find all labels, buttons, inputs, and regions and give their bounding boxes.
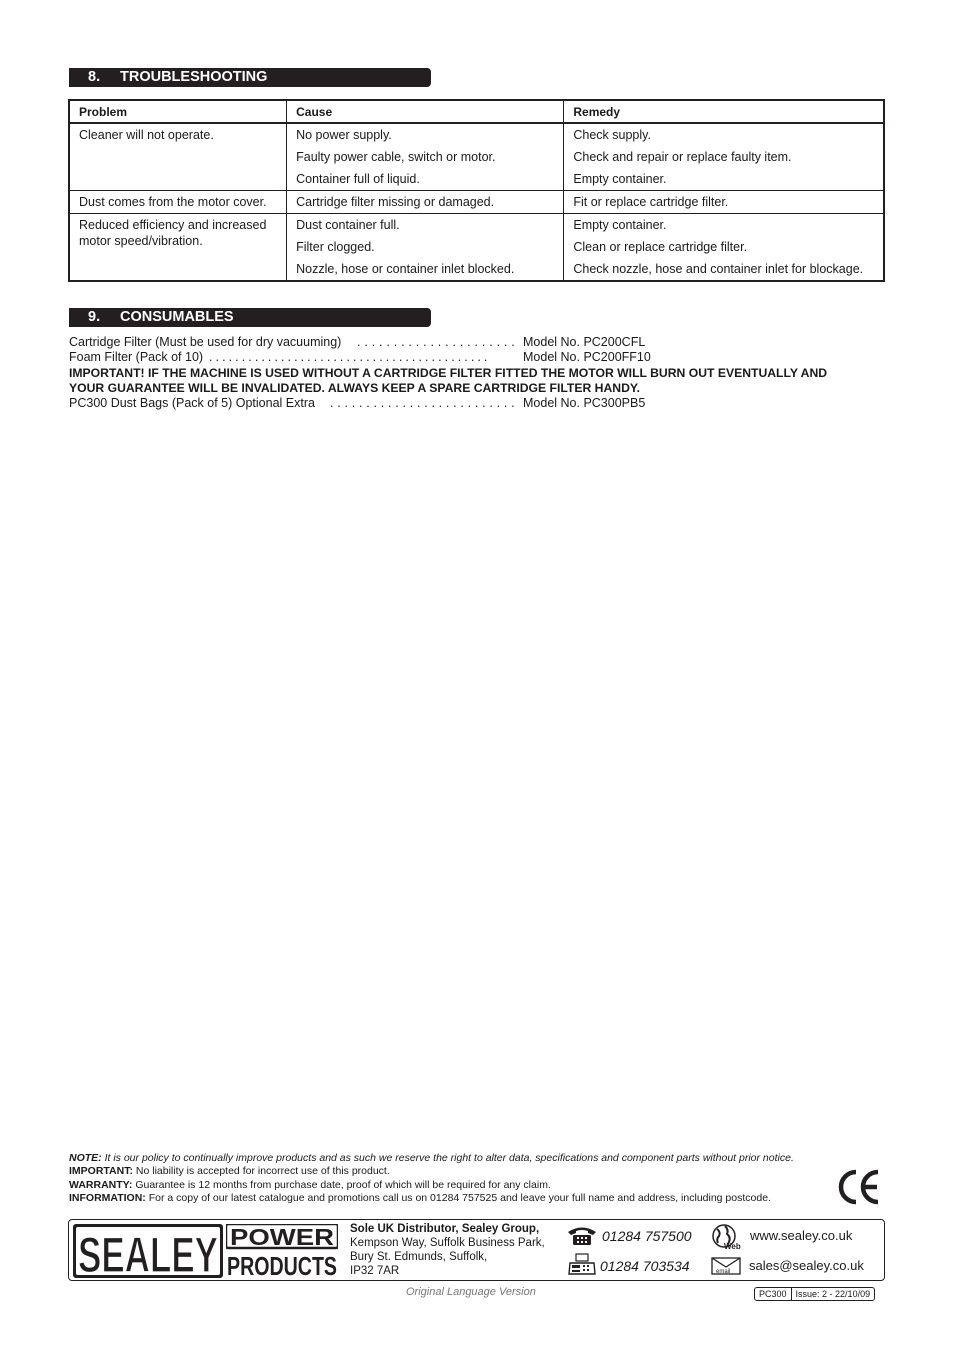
table-header-row [69, 100, 884, 123]
section-number: 8. [88, 69, 101, 85]
fax-icon [568, 1253, 596, 1275]
issue-badge [754, 1287, 875, 1301]
problem-cell: Dust comes from the motor cover. [69, 191, 287, 214]
consumable-model: Model No. PC200CFL [523, 335, 646, 349]
header-cause: Cause [287, 100, 564, 123]
cause-cell: No power supply. Faulty power cable, switch or motor. Container full of liquid. [287, 123, 564, 191]
section-number: 9. [88, 309, 101, 325]
table-row [69, 214, 884, 282]
consumable-line [69, 350, 203, 364]
section-title: TROUBLESHOOTING [120, 69, 268, 85]
distributor-address [350, 1222, 545, 1278]
email-link[interactable]: sales@sealey.co.uk [749, 1258, 864, 1273]
power-products-logo-icon [226, 1224, 338, 1278]
web-badge-text: Web [724, 1242, 741, 1251]
remedy-cell: Check supply. Check and repair or replace faulty item. Empty container. [564, 123, 884, 191]
issue-date: Issue: 2 - 22/10/09 [791, 1288, 875, 1300]
important-line: IMPORTANT: No liability is accepted for incorrect use of this product. [69, 1165, 390, 1178]
consumable-label: Foam Filter (Pack of 10) [69, 350, 204, 364]
logo-power-text: POWER [230, 1224, 335, 1250]
email-envelope-icon [711, 1257, 741, 1275]
email-badge-text: email [716, 1269, 731, 1275]
consumable-label: Cartridge Filter (Must be used for dry vacuuming) [69, 335, 342, 349]
distributor-name: Sole UK Distributor, Sealey Group, [350, 1223, 540, 1235]
fax-number[interactable]: 01284 703534 [600, 1258, 690, 1274]
important-warning-line-2: YOUR GUARANTEE WILL BE INVALIDATED. ALWAYS KEEP A SPARE CARTRIDGE FILTER HANDY. [69, 381, 641, 395]
note-line: NOTE: It is our policy to continually improve products and as such we reserve the right to alter data, specifications and component parts without prior notice. [69, 1152, 794, 1164]
address-line: IP32 7AR [350, 1265, 400, 1277]
sealey-logo-icon [73, 1224, 223, 1278]
header-remedy: Remedy [564, 100, 884, 123]
leader-dots: . . . . . . . . . . . . . . . . . . . . . . . . . . . . . . . . . . . . . . . . . . . [209, 350, 488, 364]
consumable-line [69, 335, 341, 349]
cause-cell: Dust container full. Filter clogged. Nozzle, hose or container inlet blocked. [287, 214, 564, 282]
consumable-line [69, 396, 315, 410]
globe-web-icon [710, 1223, 746, 1251]
header-problem: Problem [69, 100, 287, 123]
remedy-cell: Empty container. Clean or replace cartridge filter. Check nozzle, hose and container inlet for blockage. [564, 214, 884, 282]
remedy-cell: Fit or replace cartridge filter. [564, 191, 884, 214]
section-title: CONSUMABLES [120, 309, 234, 325]
cause-cell: Cartridge filter missing or damaged. [287, 191, 564, 214]
leader-dots: . . . . . . . . . . . . . . . . . . . . . . [357, 335, 515, 349]
address-line: Bury St. Edmunds, Suffolk, [350, 1251, 488, 1263]
address-line: Kempson Way, Suffolk Business Park, [350, 1237, 545, 1249]
table-row [69, 123, 884, 191]
consumable-model: Model No. PC200FF10 [523, 350, 651, 364]
ce-mark-icon [836, 1168, 882, 1206]
problem-cell: Cleaner will not operate. [69, 123, 287, 191]
model-code: PC300 [759, 1289, 787, 1299]
original-language-note: Original Language Version [406, 1286, 536, 1298]
table-row [69, 191, 884, 214]
information-line: INFORMATION: For a copy of our latest catalogue and promotions call us on 01284 757525 and leave your full name and address, including postcode. [69, 1192, 771, 1205]
website-link[interactable]: www.sealey.co.uk [750, 1228, 853, 1243]
phone-number[interactable]: 01284 757500 [602, 1228, 692, 1244]
legal-notes [69, 1152, 869, 1206]
section-header-consumables [69, 308, 431, 327]
problem-cell: Reduced efficiency and increased motor speed/vibration. [69, 214, 287, 282]
leader-dots: . . . . . . . . . . . . . . . . . . . . . . . . . . [330, 396, 515, 410]
logo-sealey-text: SEALEY [78, 1227, 218, 1278]
troubleshooting-table [68, 99, 885, 282]
section-header-troubleshooting [69, 68, 431, 87]
important-warning-line-1: IMPORTANT! IF THE MACHINE IS USED WITHOUT A CARTRIDGE FILTER FITTED THE MOTOR WILL BURN OUT EVENTUALLY AND [69, 366, 828, 380]
logo-products-text: PRODUCTS [227, 1251, 337, 1278]
warranty-line: WARRANTY: Guarantee is 12 months from purchase date, proof of which will be required for any claim. [69, 1178, 551, 1191]
consumable-model: Model No. PC300PB5 [523, 396, 646, 410]
telephone-icon [567, 1226, 597, 1246]
consumable-label: PC300 Dust Bags (Pack of 5) Optional Extra [69, 396, 315, 410]
